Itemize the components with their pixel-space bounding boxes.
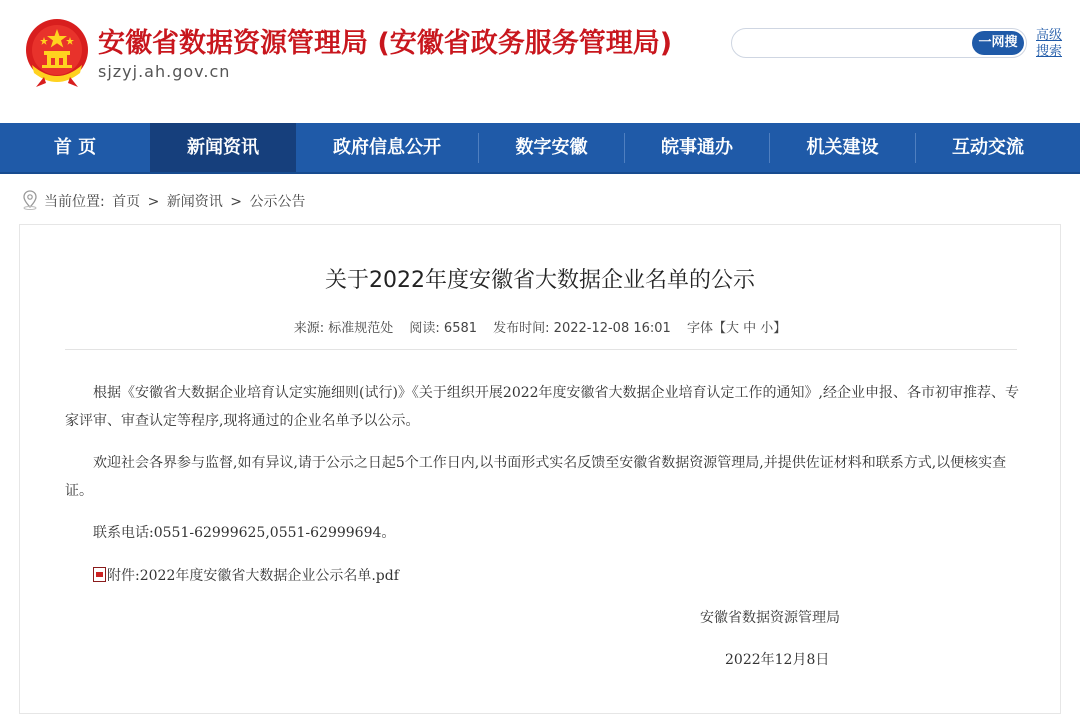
nav-item-home[interactable]: 首 页 — [53, 137, 97, 158]
pdf-file-icon — [93, 567, 106, 582]
breadcrumb-current-link[interactable]: 公示公告 — [249, 194, 306, 210]
article-publish-time: 发布时间: 2022-12-08 16:01 — [493, 321, 671, 336]
nav-item-services[interactable]: 皖事通办 — [661, 137, 733, 158]
main-nav — [0, 123, 1080, 174]
nav-item-news[interactable]: 新闻资讯 — [150, 123, 296, 172]
article-signature: 安徽省数据资源管理局 — [700, 610, 840, 626]
search-input[interactable] — [744, 34, 968, 54]
site-domain: sjzyj.ah.gov.cn — [98, 62, 231, 81]
nav-item-party-building[interactable]: 机关建设 — [806, 137, 879, 158]
article-source: 来源: 标准规范处 — [293, 321, 394, 336]
breadcrumb-separator: > — [147, 194, 160, 210]
search-button[interactable]: 一网搜 — [972, 31, 1024, 55]
site-title: 安徽省数据资源管理局 (安徽省政务服务管理局) — [98, 28, 673, 59]
font-size-switcher[interactable]: 字体【大 中 小】 — [686, 321, 787, 336]
breadcrumb-label: 当前位置: — [44, 194, 105, 210]
article-panel — [19, 224, 1061, 714]
attachment-link[interactable] — [93, 565, 399, 585]
article-reads: 阅读: 6581 — [409, 321, 478, 336]
nav-item-interaction[interactable]: 互动交流 — [952, 137, 1024, 158]
article-paragraph: 根据《安徽省大数据企业培育认定实施细则(试行)》《关于组织开展2022年度安徽省大数据企业培育认定工作的通知》,经企业申报、各市初审推荐、专家评审、审查认定等程序,现将通过的企业名单予以公示。 — [65, 385, 1019, 429]
site-header — [0, 0, 1080, 123]
search-box — [731, 28, 1027, 58]
attachment-label: 附件:2022年度安徽省大数据企业公示名单.pdf — [107, 568, 399, 584]
nav-item-gov-info[interactable]: 政府信息公开 — [333, 137, 441, 158]
breadcrumb-separator: > — [230, 194, 242, 210]
breadcrumb-news-link[interactable]: 新闻资讯 — [166, 194, 223, 210]
article-meta — [20, 317, 1060, 336]
location-pin-icon — [22, 190, 38, 210]
meta-divider — [65, 349, 1017, 350]
national-emblem-icon — [22, 17, 92, 89]
nav-item-digital-anhui[interactable]: 数字安徽 — [515, 137, 588, 158]
breadcrumb-home-link[interactable]: 首页 — [112, 194, 141, 210]
advanced-search-link[interactable]: 高级搜索 — [1036, 28, 1063, 59]
article-title: 关于2022年度安徽省大数据企业名单的公示 — [325, 268, 755, 293]
article-paragraph: 欢迎社会各界参与监督,如有异议,请于公示之日起5个工作日内,以书面形式实名反馈至安徽省数据资源管理局,并提供佐证材料和联系方式,以便核实查证。 — [65, 455, 1007, 499]
article-paragraph: 联系电话:0551-62999625,0551-62999694。 — [93, 525, 396, 541]
article-date: 2022年12月8日 — [725, 652, 830, 668]
